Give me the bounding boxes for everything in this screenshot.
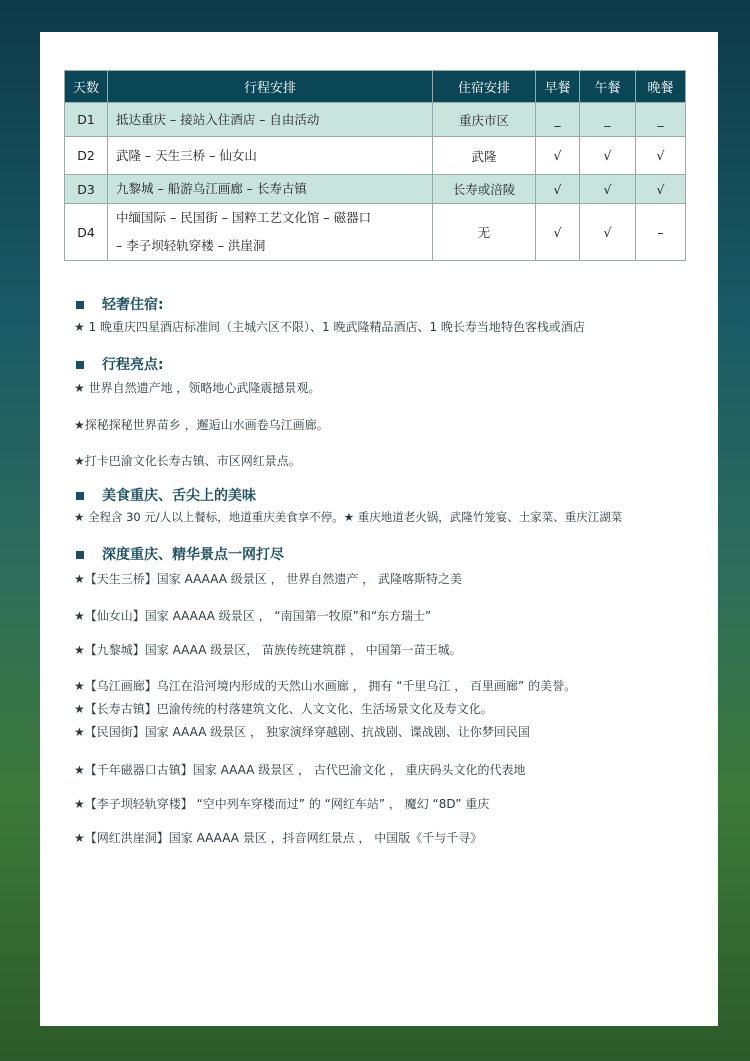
- lunch-cell: √: [580, 204, 636, 261]
- body-line: ★【乌江画廊】乌江在沿河境内形成的天然山水画廊 ， 拥有 “千里乌江 ， 百里画廊” 的美誉。: [74, 679, 577, 693]
- lunch-cell: √: [580, 175, 636, 204]
- header-route: 行程安排: [108, 71, 433, 103]
- day-cell: D4: [65, 204, 108, 261]
- bullet-square-icon: [76, 551, 84, 559]
- heading-text: 美食重庆、舌尖上的美味: [102, 488, 256, 504]
- body-line: ★【长寿古镇】巴渝传统的村落建筑文化、人文文化、生活场景文化及寿文化。: [74, 702, 493, 716]
- bullet-square-icon: [76, 361, 84, 369]
- table-row: [65, 204, 686, 261]
- header-hotel: 住宿安排: [433, 71, 536, 103]
- dinner-cell: –: [636, 204, 686, 261]
- header-day: 天数: [65, 71, 108, 103]
- body-line: ★打卡巴渝文化长寿古镇、市区网红景点。: [74, 454, 301, 468]
- section-heading: [76, 485, 256, 505]
- heading-text: 轻奢住宿:: [102, 297, 164, 313]
- body-line: ★ 全程含 30 元/人以上餐标，地道重庆美食享不停。★ 重庆地道老火锅，武隆竹笼宴、土家菜、重庆江湖菜: [74, 510, 623, 524]
- body-line: ★【网红洪崖洞】国家 AAAAA 景区 ，抖音网红景点 ， 中国版《千与千寻》: [74, 831, 483, 845]
- day-cell: D2: [65, 137, 108, 175]
- lunch-cell: _: [580, 103, 636, 137]
- body-line: ★【李子坝轻轨穿楼】 “空中列车穿楼而过” 的 “网红车站” ， 魔幻 “8D” 重庆: [74, 797, 490, 811]
- heading-text: 深度重庆、精华景点一网打尽: [102, 547, 284, 563]
- body-line: ★探秘探秘世界苗乡 ，邂逅山水画卷乌江画廊。: [74, 418, 329, 432]
- dinner-cell: √: [636, 175, 686, 204]
- dinner-cell: √: [636, 137, 686, 175]
- route-line: 中缅国际 – 民国街 – 国粹工艺文化馆 – 磁器口: [116, 210, 372, 225]
- table-header: [65, 71, 686, 103]
- body-line: ★【千年磁器口古镇】国家 AAAA 级景区 ， 古代巴渝文化 ， 重庆码头文化的代表地: [74, 763, 526, 777]
- hotel-cell: 重庆市区: [433, 103, 536, 137]
- bullet-square-icon: [76, 492, 84, 500]
- route-cell: 武隆 – 天生三桥 – 仙女山: [108, 137, 433, 175]
- body-line: ★ 1 晚重庆四星酒店标准间（主城六区不限）、1 晚武隆精品酒店、1 晚长寿当地特色客栈或酒店: [74, 320, 585, 334]
- hotel-cell: 无: [433, 204, 536, 261]
- route-cell: [108, 204, 433, 261]
- section-heading: [76, 544, 284, 564]
- hotel-cell: 长寿或涪陵: [433, 175, 536, 204]
- bullet-square-icon: [76, 301, 84, 309]
- body-line: ★【九黎城】国家 AAAA 级景区， 苗族传统建筑群 ， 中国第一苗王城。: [74, 643, 462, 657]
- route-cell: 抵达重庆 – 接站入住酒店 – 自由活动: [108, 103, 433, 137]
- heading-text: 行程亮点:: [102, 357, 164, 373]
- body-line: ★ 世界自然遗产地 ，领略地心武隆震撼景观。: [74, 381, 321, 395]
- table-row: [65, 175, 686, 204]
- dinner-cell: _: [636, 103, 686, 137]
- table-row: [65, 103, 686, 137]
- body-line: ★【仙女山】国家 AAAAA 级景区 ， “南国第一牧原”和“东方瑞士”: [74, 609, 432, 623]
- breakfast-cell: √: [536, 204, 580, 261]
- breakfast-cell: √: [536, 175, 580, 204]
- route-line: – 李子坝轻轨穿楼 – 洪崖洞: [116, 238, 266, 253]
- table-row: [65, 137, 686, 175]
- header-lunch: 午餐: [580, 71, 636, 103]
- day-cell: D1: [65, 103, 108, 137]
- section-heading: [76, 354, 164, 374]
- header-dinner: 晚餐: [636, 71, 686, 103]
- itinerary-table: [64, 70, 686, 261]
- breakfast-cell: _: [536, 103, 580, 137]
- day-cell: D3: [65, 175, 108, 204]
- body-line: ★【民国街】国家 AAAA 级景区 ， 独家演绎穿越剧、抗战剧、谍战剧、让你梦回民国: [74, 725, 530, 739]
- document-page: [40, 32, 718, 1026]
- body-line: ★【天生三桥】国家 AAAAA 级景区 ， 世界自然遗产 ， 武隆喀斯特之美: [74, 572, 463, 586]
- lunch-cell: √: [580, 137, 636, 175]
- hotel-cell: 武隆: [433, 137, 536, 175]
- route-cell: 九黎城 – 船游乌江画廊 – 长寿古镇: [108, 175, 433, 204]
- breakfast-cell: √: [536, 137, 580, 175]
- header-breakfast: 早餐: [536, 71, 580, 103]
- section-heading: [76, 294, 164, 314]
